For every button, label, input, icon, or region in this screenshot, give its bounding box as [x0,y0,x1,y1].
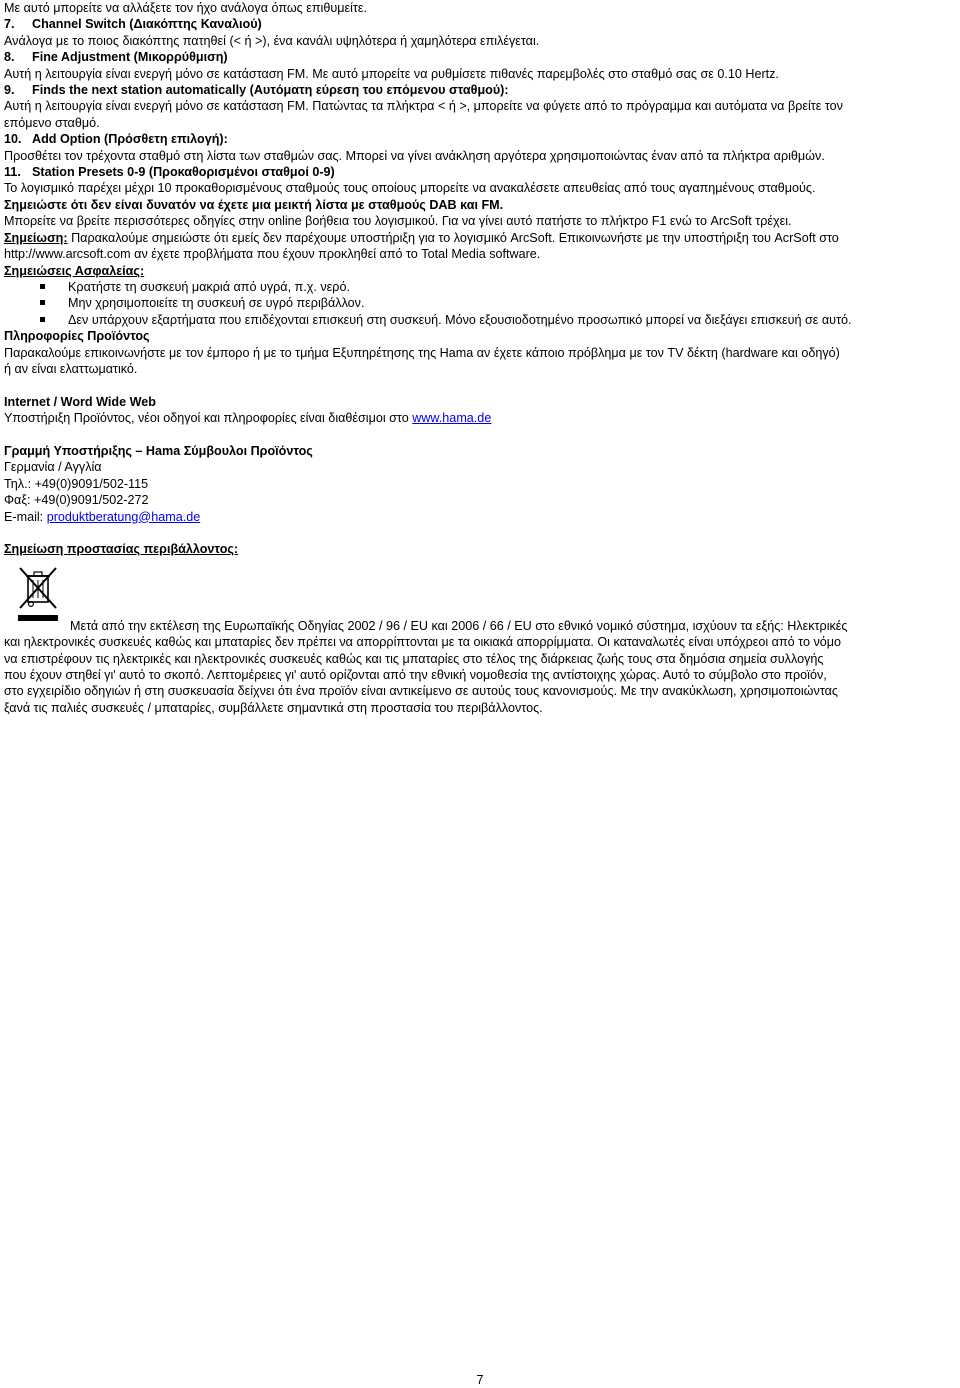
hotline-country: Γερμανία / Αγγλία [4,460,102,475]
online-help-text: Μπορείτε να βρείτε περισσότερες οδηγίες στην online βοήθεια του λογισμικού. Για να γίνει αυτό πατήστε το πλήκτρο F1 ενώ το ArcSoft τρέχει. [4,214,792,229]
product-info-text: Παρακαλούμε επικοινωνήστε με τον έμπορο ή με το τμήμα Εξυπηρέτησης της Hama αν έχετε κάποιο πρόβλημα με τον TV δέκτη (hardware και οδηγό) [4,345,840,360]
bullet-icon [40,284,45,289]
safety-bullet: Δεν υπάρχουν εξαρτήματα που επιδέχονται επισκευή στη συσκευή. Μόνο εξουσιοδοτημένο προσωπικό μπορεί να διεξάγει επισκευή σε αυτό. [4,312,956,328]
product-info-heading: Πληροφορίες Προϊόντος [4,329,150,344]
section-7-heading: 7. Channel Switch (Διακόπτης Καναλιού) [4,17,262,32]
environment-heading: Σημείωση προστασίας περιβάλλοντος: [4,542,239,557]
arcsoft-note: Σημείωση: Παρακαλούμε σημειώστε ότι εμείς δεν παρέχουμε υποστήριξη για το λογισμικό ArcSoft. Επικοινωνήστε με την υποστήριξη του AcrSoft στο [4,230,839,245]
section-9-text-cont: επόμενο σταθμό. [4,115,100,130]
section-9-text: Αυτή η λειτουργία είναι ενεργή μόνο σε κατάσταση FM. Πατώντας τα πλήκτρα < ή >, μπορείτε να φύγετε από το πρόγραμμα και αυτόματα να βρείτε τον [4,99,843,114]
environment-text: Μετά από την εκτέλεση της Ευρωπαϊκής Οδηγίας 2002 / 96 / EU και 2006 / 66 / EU στο εθνικό νομικό σύστημα, ισχύουν τα εξής: Ηλεκτρικές [70,618,848,633]
hotline-heading: Γραμμή Υποστήριξης – Hama Σύμβουλοι Προϊόντος [4,443,313,458]
safety-heading: Σημειώσεις Ασφαλείας: [4,263,145,278]
section-8-text: Αυτή η λειτουργία είναι ενεργή μόνο σε κατάσταση FM. Με αυτό μπορείτε να ρυθμίσετε πιθανές παρεμβολές στο σταθμό σας σε 0.10 Hertz. [4,66,779,81]
section-9-heading: 9. Finds the next station automatically (Αυτόματη εύρεση του επόμενου σταθμού): [4,83,509,98]
hotline-email: E-mail: produktberatung@hama.de [4,509,201,524]
section-7-text: Ανάλογα με το ποιος διακόπτης πατηθεί (< ή >), ένα κανάλι υψηλότερα ή χαμηλότερα επιλέγεται. [4,33,540,48]
note-label: Σημείωση: [4,230,68,245]
safety-bullet: Μην χρησιμοποιείτε τη συσκευή σε υγρό περιβάλλον. [4,295,956,311]
environment-text: που έχουν στηθεί γι' αυτό το σκοπό. Λεπτομέρειες γι' αυτό ορίζονται από την εθνική νομοθεσία της αντίστοιχης χώρας. Αυτό το σύμβολο στο προϊόν, [4,667,827,682]
product-info-text-cont: ή αν είναι ελαττωματικό. [4,361,138,376]
mixed-list-note: Σημειώστε ότι δεν είναι δυνατόν να έχετε μια μεικτή λίστα με σταθμούς DAB και FM. [4,197,504,212]
safety-bullet: Κρατήστε τη συσκευή μακριά από υγρά, π.χ. νερό. [4,279,956,295]
bullet-icon [40,317,45,322]
bullet-icon [40,300,45,305]
environment-text: να επιστρέφουν τις ηλεκτρικές και ηλεκτρονικές συσκευές καθώς και τις μπαταρίες στο τέλος της διάρκειας ζωής τους στα δημόσια σημεία συλλογής [4,651,824,666]
environment-text: και ηλεκτρονικές συσκευές καθώς και μπαταρίες δεν πρέπει να απορρίπτονται με τα οικιακά απορρίμματα. Οι καταναλωτές είναι υπόχρεοι από το νόμο [4,635,842,650]
email-link[interactable]: produktberatung@hama.de [46,509,201,524]
document-page [4,0,956,716]
hama-website-link[interactable]: www.hama.de [412,411,492,426]
hotline-fax: Φαξ: +49(0)9091/502-272 [4,493,149,508]
page-number: 7 [476,1373,484,1387]
support-text: Υποστήριξη Προϊόντος, νέοι οδηγοί και πληροφορίες είναι διαθέσιμοι στο www.hama.de [4,411,492,426]
section-8-heading: 8. Fine Adjustment (Μικορρύθμιση) [4,50,228,65]
section-10-text: Προσθέτει τον τρέχοντα σταθμό στη λίστα των σταθμών σας. Μπορεί να γίνει ανάκληση αργότερα χρησιμοποιώντας έναν από τα πλήκτρα αριθμών. [4,148,825,163]
section-11-text: Το λογισμικό παρέχει μέχρι 10 προκαθορισμένους σταθμούς τους οποίους μπορείτε να ανακαλέσετε απευθείας από τους αγαπημένους σταθμούς. [4,181,816,196]
hotline-phone: Τηλ.: +49(0)9091/502-115 [4,476,149,491]
weee-symbol-area [4,562,956,610]
internet-heading: Internet / Word Wide Web [4,394,156,409]
crossed-out-wheelie-bin-icon [18,566,58,610]
section-10-heading: 10. Add Option (Πρόσθετη επιλογή): [4,132,228,147]
environment-text: στο εγχειρίδιο οδηγιών ή στη συσκευασία δείχνει ότι ένα προϊόν είναι αντικείμενο σε αυτούς τους κανονισμούς. Με την ανακύκλωση, χρησιμοποιώντας [4,684,838,699]
environment-text: ξανά τις παλιές συσκευές / μπαταρίες, συμβάλλετε σημαντικά στη προστασία του περιβάλλοντος. [4,700,543,715]
arcsoft-note-cont: http://www.arcsoft.com αν έχετε προβλήματα που έχουν προκληθεί από το Total Media software. [4,247,541,262]
intro-line: Με αυτό μπορείτε να αλλάξετε τον ήχο ανάλογα όπως επιθυμείτε. [4,1,367,15]
section-11-heading: 11. Station Presets 0-9 (Προκαθορισμένοι σταθμοί 0-9) [4,165,335,180]
